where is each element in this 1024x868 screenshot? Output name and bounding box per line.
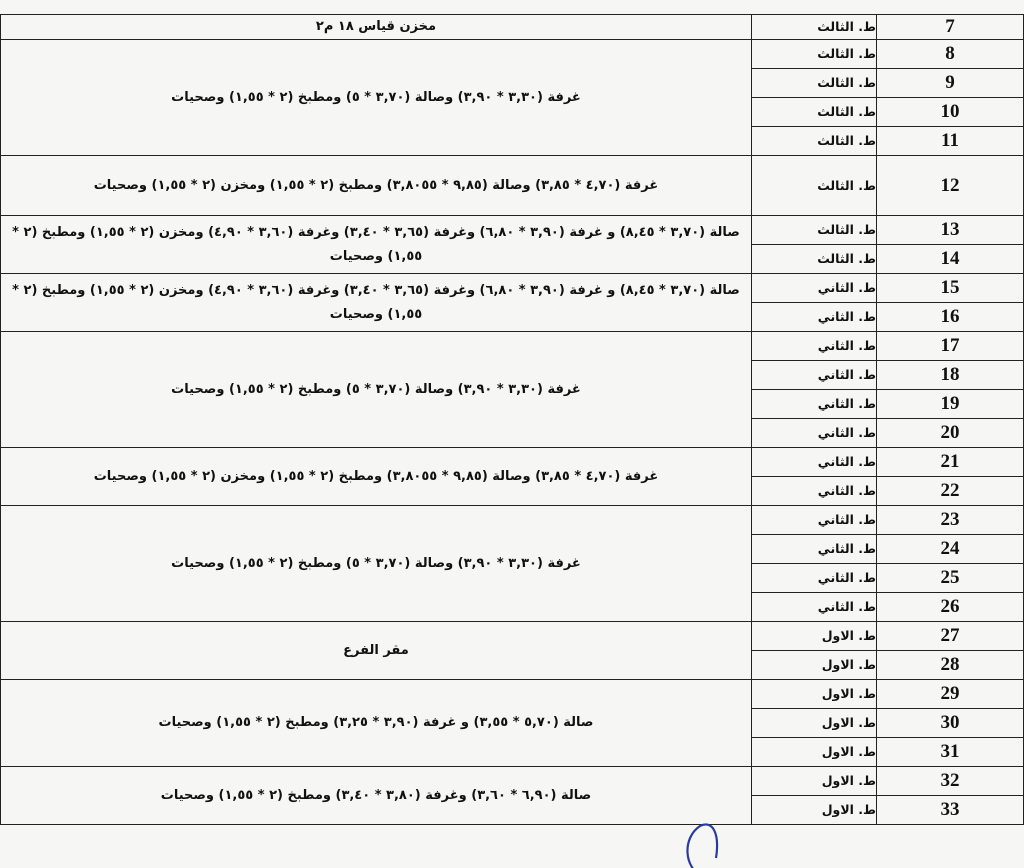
table-row: [1, 448, 1024, 477]
floor-cell: ط. الثاني: [752, 419, 877, 448]
floor-cell: ط. الاول: [752, 622, 877, 651]
unit-number: 28: [877, 651, 1024, 680]
floor-cell: ط. الثالث: [752, 245, 877, 274]
unit-number: 17: [877, 332, 1024, 361]
table-row: [1, 767, 1024, 796]
floor-cell: ط. الثالث: [752, 216, 877, 245]
unit-description: مقر الفرع: [1, 622, 752, 680]
unit-number: 14: [877, 245, 1024, 274]
units-table: [0, 14, 1024, 825]
unit-number: 16: [877, 303, 1024, 332]
table-row: [1, 506, 1024, 535]
floor-cell: ط. الثالث: [752, 69, 877, 98]
floor-cell: ط. الثاني: [752, 477, 877, 506]
unit-description: صالة (٣,٧٠ * ٨,٤٥) و غرفة (٣,٩٠ * ٦,٨٠) وغرفة (٣,٦٥ * ٣,٤٠) وغرفة (٣,٦٠ * ٤,٩٠) ومخزن (٢ * ١,٥٥) ومطبخ (٢ * ١,٥٥) وصحيات: [1, 216, 752, 274]
unit-number: 26: [877, 593, 1024, 622]
floor-cell: ط. الاول: [752, 738, 877, 767]
floor-cell: ط. الاول: [752, 680, 877, 709]
floor-cell: ط. الثاني: [752, 303, 877, 332]
unit-number: 23: [877, 506, 1024, 535]
unit-number: 15: [877, 274, 1024, 303]
unit-number: 27: [877, 622, 1024, 651]
unit-description: صالة (٥,٧٠ * ٣,٥٥) و غرفة (٣,٩٠ * ٣,٢٥) ومطبخ (٢ * ١,٥٥) وصحيات: [1, 680, 752, 767]
table-row: [1, 622, 1024, 651]
floor-cell: ط. الثاني: [752, 564, 877, 593]
table-row: [1, 274, 1024, 303]
unit-number: 18: [877, 361, 1024, 390]
floor-cell: ط. الثاني: [752, 332, 877, 361]
unit-number: 25: [877, 564, 1024, 593]
unit-description: مخزن قياس ١٨ م٢: [1, 15, 752, 40]
floor-cell: ط. الثاني: [752, 535, 877, 564]
floor-cell: ط. الاول: [752, 767, 877, 796]
unit-description: صالة (٦,٩٠ * ٣,٦٠) وغرفة (٣,٨٠ * ٣,٤٠) ومطبخ (٢ * ١,٥٥) وصحيات: [1, 767, 752, 825]
unit-number: 21: [877, 448, 1024, 477]
floor-cell: ط. الثالث: [752, 15, 877, 40]
unit-description: غرفة (٣,٣٠ * ٣,٩٠) وصالة (٣,٧٠ * ٥) ومطبخ (٢ * ١,٥٥) وصحيات: [1, 40, 752, 156]
unit-description: غرفة (٤,٧٠ * ٣,٨٥) وصالة (٩,٨٥ * ٣,٨٠٥٥) ومطبخ (٢ * ١,٥٥) ومخزن (٢ * ١,٥٥) وصحيات: [1, 448, 752, 506]
unit-number: 31: [877, 738, 1024, 767]
unit-number: 32: [877, 767, 1024, 796]
unit-number: 22: [877, 477, 1024, 506]
table-row: [1, 332, 1024, 361]
unit-number: 13: [877, 216, 1024, 245]
unit-number: 20: [877, 419, 1024, 448]
floor-cell: ط. الثاني: [752, 390, 877, 419]
unit-number: 24: [877, 535, 1024, 564]
floor-cell: ط. الثالث: [752, 156, 877, 216]
unit-number: 10: [877, 98, 1024, 127]
unit-number: 29: [877, 680, 1024, 709]
table-row: [1, 216, 1024, 245]
unit-description: صالة (٣,٧٠ * ٨,٤٥) و غرفة (٣,٩٠ * ٦,٨٠) وغرفة (٣,٦٥ * ٣,٤٠) وغرفة (٣,٦٠ * ٤,٩٠) ومخزن (٢ * ١,٥٥) ومطبخ (٢ * ١,٥٥) وصحيات: [1, 274, 752, 332]
unit-description: غرفة (٤,٧٠ * ٣,٨٥) وصالة (٩,٨٥ * ٣,٨٠٥٥) ومطبخ (٢ * ١,٥٥) ومخزن (٢ * ١,٥٥) وصحيات: [1, 156, 752, 216]
unit-number: 11: [877, 127, 1024, 156]
unit-number: 8: [877, 40, 1024, 69]
unit-number: 33: [877, 796, 1024, 825]
floor-cell: ط. الاول: [752, 651, 877, 680]
unit-number: 12: [877, 156, 1024, 216]
unit-description: غرفة (٣,٣٠ * ٣,٩٠) وصالة (٣,٧٠ * ٥) ومطبخ (٢ * ١,٥٥) وصحيات: [1, 332, 752, 448]
pen-mark: [672, 818, 732, 868]
table-row: [1, 156, 1024, 216]
unit-number: 30: [877, 709, 1024, 738]
floor-cell: ط. الاول: [752, 709, 877, 738]
table-row: [1, 15, 1024, 40]
unit-number: 9: [877, 69, 1024, 98]
floor-cell: ط. الثالث: [752, 98, 877, 127]
floor-cell: ط. الثاني: [752, 593, 877, 622]
floor-cell: ط. الثاني: [752, 506, 877, 535]
table-row: [1, 680, 1024, 709]
floor-cell: ط. الثاني: [752, 361, 877, 390]
floor-cell: ط. الثالث: [752, 127, 877, 156]
table-row: [1, 40, 1024, 69]
floor-cell: ط. الثالث: [752, 40, 877, 69]
floor-cell: ط. الاول: [752, 796, 877, 825]
floor-cell: ط. الثاني: [752, 448, 877, 477]
unit-number: 19: [877, 390, 1024, 419]
floor-cell: ط. الثاني: [752, 274, 877, 303]
unit-number: 7: [877, 15, 1024, 40]
unit-description: غرفة (٣,٣٠ * ٣,٩٠) وصالة (٣,٧٠ * ٥) ومطبخ (٢ * ١,٥٥) وصحيات: [1, 506, 752, 622]
